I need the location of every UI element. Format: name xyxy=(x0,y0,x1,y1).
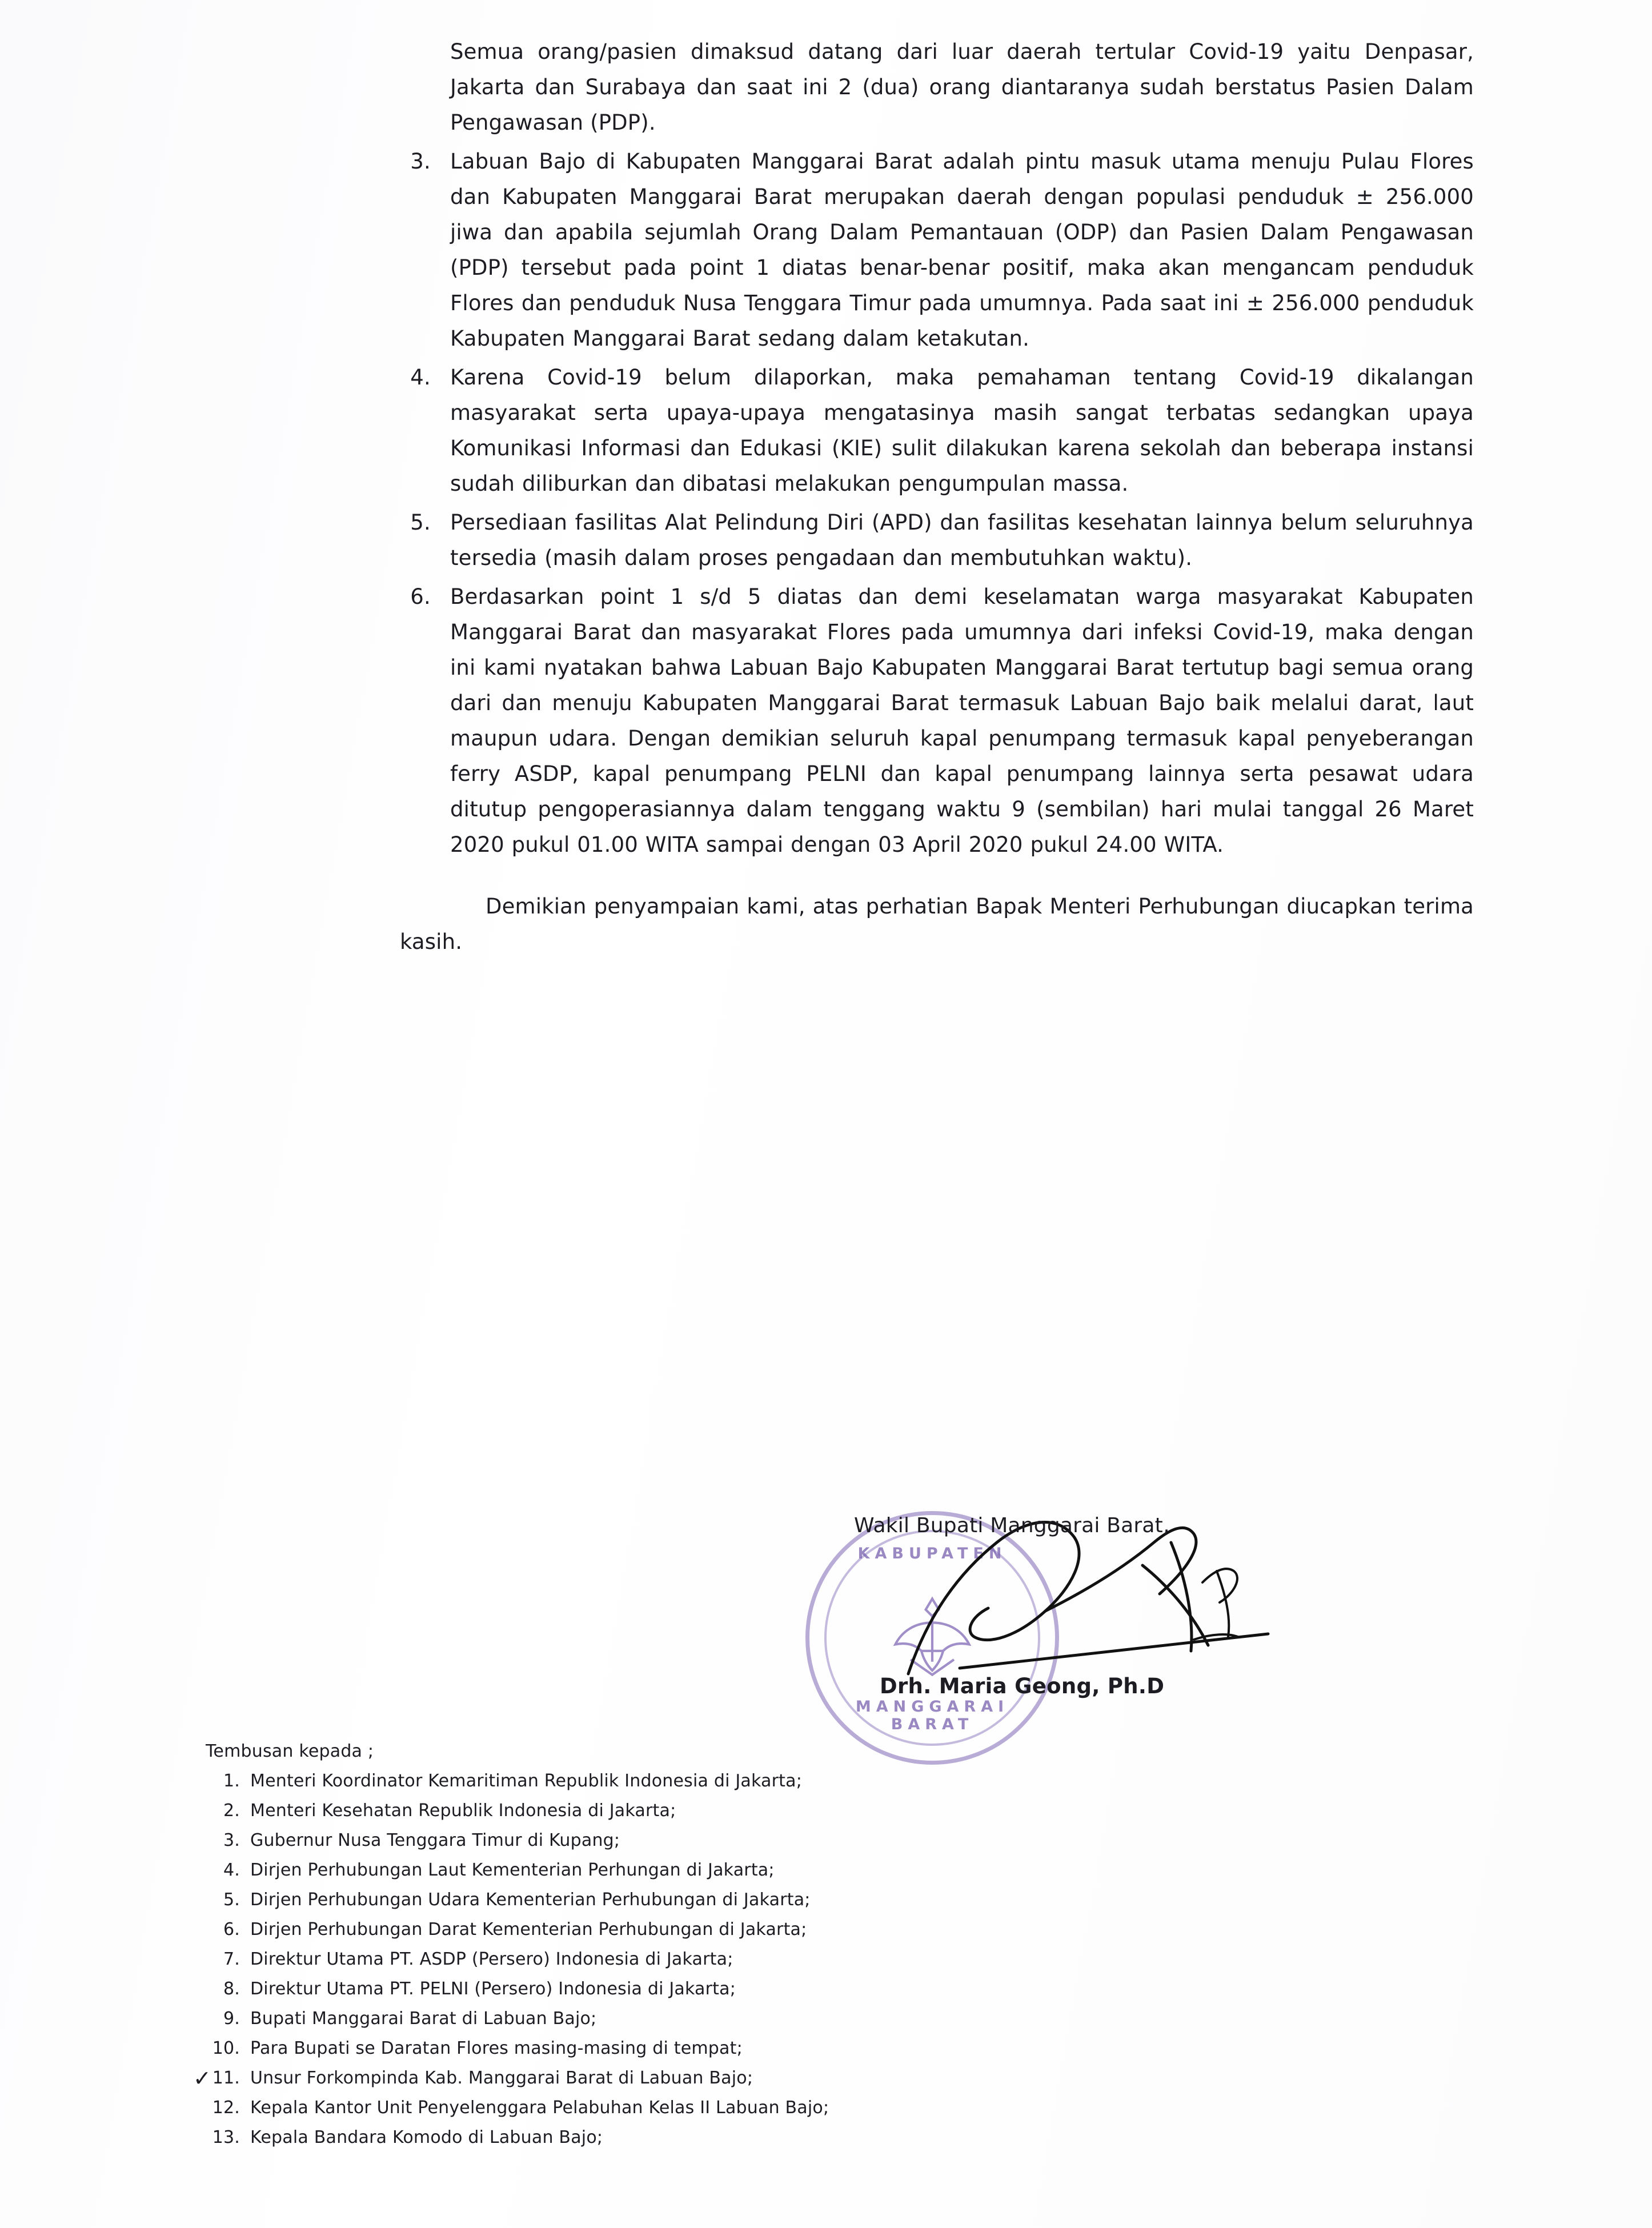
cc-item xyxy=(206,2093,1291,2123)
cc-item xyxy=(206,1856,1291,1885)
cc-item-label: Bupati Manggarai Barat di Labuan Bajo; xyxy=(250,2009,597,2029)
numbered-point-3 xyxy=(400,144,1474,356)
point-number: 4. xyxy=(410,365,431,390)
cc-item-number: 10. xyxy=(212,2038,240,2058)
stamp-top-text: KABUPATEN xyxy=(857,1545,1007,1562)
numbered-point-5 xyxy=(400,505,1474,576)
document-body xyxy=(400,34,1474,960)
lead-paragraph: Semua orang/pasien dimaksud datang dari luar daerah tertular Covid-19 yaitu Denpasar, Jakarta dan Surabaya dan saat ini 2 (dua) orang diantaranya sudah berstatus Pasien Dalam Pengawasan (PDP). xyxy=(450,39,1474,135)
cc-item-number: 3. xyxy=(223,1830,240,1850)
cc-item-number: 11. xyxy=(212,2068,240,2088)
cc-item-label: Menteri Kesehatan Republik Indonesia di Jakarta; xyxy=(250,1801,676,1821)
cc-title: Tembusan kepada ; xyxy=(206,1741,374,1761)
signature-name: Drh. Maria Geong, Ph.D xyxy=(880,1674,1165,1698)
cc-item-number: 8. xyxy=(223,1979,240,1999)
cc-item-label: Direktur Utama PT. ASDP (Persero) Indonesia di Jakarta; xyxy=(250,1949,733,1969)
cc-item-label: Direktur Utama PT. PELNI (Persero) Indonesia di Jakarta; xyxy=(250,1979,736,1999)
cc-item-number: 2. xyxy=(223,1801,240,1821)
cc-item xyxy=(206,2123,1291,2153)
official-stamp-icon xyxy=(805,1511,1059,1765)
cc-item xyxy=(206,1766,1291,1796)
closing-paragraph: Demikian penyampaian kami, atas perhatian Bapak Menteri Perhubungan diucapkan terima kasih. xyxy=(400,894,1474,954)
cc-item-label: Menteri Koordinator Kemaritiman Republik Indonesia di Jakarta; xyxy=(250,1771,803,1791)
numbered-point-4 xyxy=(400,360,1474,502)
cc-item-label: Dirjen Perhubungan Laut Kementerian Perhungan di Jakarta; xyxy=(250,1860,775,1880)
cc-item xyxy=(206,2004,1291,2034)
cc-list xyxy=(193,1737,1291,2153)
cc-item xyxy=(206,1885,1291,1915)
cc-item-label: Kepala Bandara Komodo di Labuan Bajo; xyxy=(250,2127,603,2147)
cc-item xyxy=(206,1826,1291,1856)
cc-item xyxy=(206,1915,1291,1945)
cc-item-number: 4. xyxy=(223,1860,240,1880)
signature-block xyxy=(840,1497,1468,1737)
cc-item-number: 5. xyxy=(223,1890,240,1910)
cc-item-label: Kepala Kantor Unit Penyelenggara Pelabuhan Kelas II Labuan Bajo; xyxy=(250,2098,829,2118)
point-text: Berdasarkan point 1 s/d 5 diatas dan demi keselamatan warga masyarakat Kabupaten Manggarai Barat dan masyarakat Flores pada umumnya dari infeksi Covid-19, maka dengan ini kami nyatakan bahwa Labuan Bajo Kabupaten Manggarai Barat tertutup bagi semua orang dari dan menuju Kabupaten Manggarai Barat termasuk Labuan Bajo baik melalui darat, laut maupun udara. Dengan demikian seluruh kapal penumpang termasuk kapal penyeberangan ferry ASDP, kapal penumpang PELNI dan kapal penumpang lainnya serta pesawat udara ditutup pengoperasiannya dalam tenggang waktu 9 (sembilan) hari mulai tanggal 26 Maret 2020 pukul 01.00 WITA sampai dengan 03 April 2020 pukul 24.00 WITA. xyxy=(450,584,1474,857)
cc-item-number: 6. xyxy=(223,1920,240,1940)
check-mark-icon: ✓ xyxy=(193,2066,212,2091)
point-number: 6. xyxy=(410,584,431,609)
numbered-point-6 xyxy=(400,579,1474,863)
cc-item-number: 1. xyxy=(223,1771,240,1791)
point-number: 5. xyxy=(410,510,431,535)
cc-item-label: Dirjen Perhubungan Udara Kementerian Perhubungan di Jakarta; xyxy=(250,1890,811,1910)
stamp-bottom-text: MANGGARAI BARAT xyxy=(855,1698,1009,1733)
cc-item-number: 12. xyxy=(212,2098,240,2118)
cc-item xyxy=(206,1945,1291,1974)
cc-item xyxy=(206,1796,1291,1826)
point-number: 3. xyxy=(410,149,431,174)
cc-item xyxy=(193,2063,1291,2093)
cc-item-label: Para Bupati se Daratan Flores masing-masing di tempat; xyxy=(250,2038,743,2058)
cc-item-label: Dirjen Perhubungan Darat Kementerian Perhubungan di Jakarta; xyxy=(250,1920,807,1940)
point-text: Persediaan fasilitas Alat Pelindung Diri (APD) dan fasilitas kesehatan lainnya belum seluruhnya tersedia (masih dalam proses pengadaan dan membutuhkan waktu). xyxy=(450,510,1474,570)
cc-item-number: 7. xyxy=(223,1949,240,1969)
signature-title: Wakil Bupati Manggarai Barat, xyxy=(854,1514,1170,1537)
cc-item xyxy=(206,1974,1291,2004)
point-text: Karena Covid-19 belum dilaporkan, maka pemahaman tentang Covid-19 dikalangan masyarakat serta upaya-upaya mengatasinya masih sangat terbatas sedangkan upaya Komunikasi Informasi dan Edukasi (KIE) sulit dilakukan karena sekolah dan beberapa instansi sudah diliburkan dan dibatasi melakukan pengumpulan massa. xyxy=(450,365,1474,496)
cc-item-label: Gubernur Nusa Tenggara Timur di Kupang; xyxy=(250,1830,620,1850)
point-text: Labuan Bajo di Kabupaten Manggarai Barat adalah pintu masuk utama menuju Pulau Flores dan Kabupaten Manggarai Barat merupakan daerah dengan populasi penduduk ± 256.000 jiwa dan apabila sejumlah Orang Dalam Pemantauan (ODP) dan Pasien Dalam Pengawasan (PDP) tersebut pada point 1 diatas benar-benar positif, maka akan mengancam penduduk Flores dan penduduk Nusa Tenggara Timur pada umumnya. Pada saat ini ± 256.000 penduduk Kabupaten Manggarai Barat sedang dalam ketakutan. xyxy=(450,149,1474,351)
cc-item xyxy=(206,2034,1291,2063)
cc-item-number: 13. xyxy=(212,2127,240,2147)
cc-item-number: 9. xyxy=(223,2009,240,2029)
cc-item-label: Unsur Forkompinda Kab. Manggarai Barat di Labuan Bajo; xyxy=(250,2068,753,2088)
